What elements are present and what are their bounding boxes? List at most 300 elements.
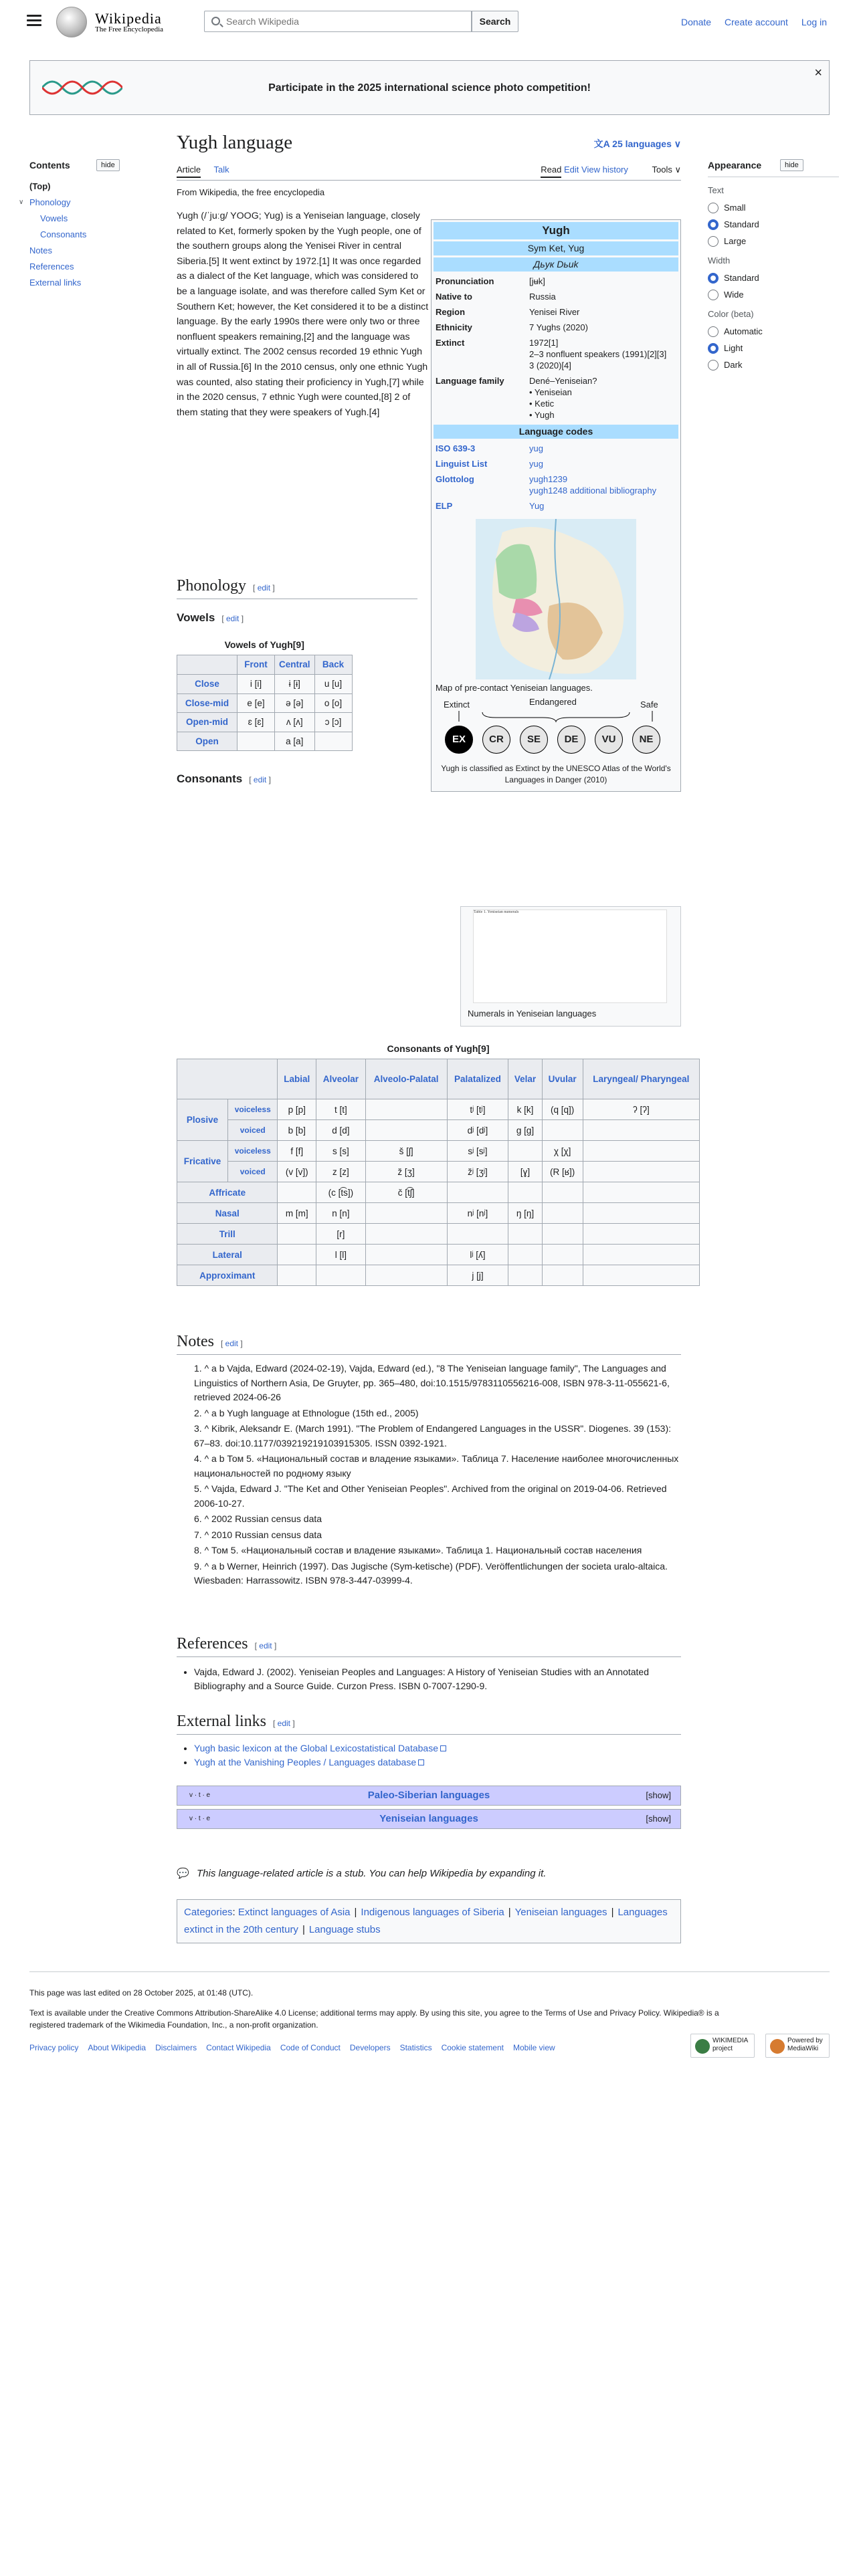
consonant-cell: č [t͡ʃ] <box>365 1182 447 1203</box>
consonant-cell <box>508 1265 542 1286</box>
consonant-row-header[interactable]: Plosive <box>177 1099 228 1141</box>
note-item[interactable] <box>194 1528 681 1543</box>
lead-paragraph: Yugh (/ˈjuːɡ/ YOOG; Yug) is a Yeniseian language, closely related to Ket, formerly spoken by the Yugh people, one of the southern groups along the Yenisei River in central Siberia.[5] It went extinct by 1972.[1] It was once regarded as a dialect of the Ket language, which was considered to be a language isolate, and was therefore called Sym Ket or Southern Ket; however, the Ket considered it to be a distinct language. By the early 1990s there were only two or three nonfluent speakers remaining,[2] and the language was virtually extinct. The 2002 census recorded 19 ethnic Yugh in all of Russia.[6] In the 2010 census, only one ethnic Yugh was counted, also stating their proficiency in Yugh,[7] while in the 2020 census, 7 ethnic Yugh were counted,[8] 2 of them stating that they were speakers of Yugh.[4] <box>177 211 429 418</box>
consonant-cell <box>542 1245 583 1265</box>
note-text: ^ Kibrik, Aleksandr E. (March 1991). "The Problem of Endangered Languages in the USSR". Diogenes. 39 (153): 67–83. doi:10.1177/039219219103915305. ISSN 0392-1921. <box>194 1423 672 1448</box>
note-text: ^ Том 5. «Национальный состав и владение языками». Таблица 1. Национальный состав населения <box>204 1545 642 1555</box>
infobox-key: Native to <box>436 292 472 302</box>
toc-item-notes[interactable]: Notes <box>29 245 52 256</box>
stub-notice <box>177 1866 681 1882</box>
radio-color-dark[interactable]: Dark <box>708 359 839 371</box>
consonant-cell: nʲ [nʲ] <box>447 1203 508 1224</box>
infobox-value[interactable]: 1972[1] 2–3 nonfluent speakers (1991)[2][3] 3 (2020)[4] <box>529 338 667 370</box>
consonant-column-header[interactable]: Alveolo-Palatal <box>365 1059 447 1099</box>
vowels-edit-link[interactable]: edit <box>226 614 240 623</box>
vowel-row-header[interactable]: Open-mid <box>177 713 237 732</box>
consonant-cell: [r] <box>316 1224 366 1245</box>
infobox-row <box>432 373 680 423</box>
external-link-vanishing[interactable]: Yugh at the Vanishing Peoples / Languages database <box>194 1757 417 1767</box>
category-separator: | <box>611 1907 614 1918</box>
toc-item-references[interactable]: References <box>29 261 74 272</box>
consonant-row-header[interactable]: Fricative <box>177 1141 228 1182</box>
page-tabs <box>177 162 681 181</box>
note-item[interactable] <box>194 1452 681 1481</box>
tab-article[interactable]: Article <box>177 165 201 178</box>
vowel-cell: e [e] <box>237 693 275 713</box>
note-item[interactable] <box>194 1560 681 1588</box>
consonant-cell: dʲ [dʲ] <box>447 1120 508 1141</box>
search-button[interactable]: Search <box>472 11 518 32</box>
consonant-cell <box>365 1120 447 1141</box>
vowel-row <box>177 674 353 693</box>
status-circle-vu[interactable]: VU <box>595 726 623 754</box>
notes-heading: Notes [ edit ] <box>177 1331 681 1355</box>
tab-read[interactable]: Read <box>541 165 561 178</box>
vowels-caption: Vowels of Yugh[9] <box>224 639 304 650</box>
consonant-cell <box>508 1224 542 1245</box>
color-label: Color (beta) <box>708 308 754 319</box>
references-edit-link[interactable]: edit <box>259 1641 272 1650</box>
vowel-cell: ə [ə] <box>275 693 315 713</box>
numerals-table-image <box>473 909 667 1003</box>
chevron-down-icon[interactable]: ∨ <box>19 199 24 207</box>
categories-box: Categories: Extinct languages of Asia | Indigenous languages of Siberia | Yeniseian languages | Languages extinct in the 20th century | Language stubs <box>177 1899 681 1943</box>
footer-link[interactable]: Disclaimers <box>155 2043 197 2052</box>
language-codes-heading: Language codes <box>434 425 678 439</box>
note-item[interactable] <box>194 1362 681 1405</box>
vowel-row-header[interactable]: Open <box>177 732 237 751</box>
infobox-key: Extinct <box>436 338 465 348</box>
consonant-cell <box>583 1203 699 1224</box>
consonant-cell: n [n] <box>316 1203 366 1224</box>
consonant-cell: (R [ʁ]) <box>542 1162 583 1182</box>
toc-title: Contents <box>29 160 70 171</box>
consonant-cell: lʲ [ʎ] <box>447 1245 508 1265</box>
status-safe-label: Safe <box>640 700 658 710</box>
toc-item-consonants[interactable]: Consonants <box>40 229 87 240</box>
main-menu-icon[interactable] <box>27 15 41 27</box>
navbox-paleo-siberian <box>177 1786 681 1806</box>
infobox-title: Yugh <box>434 222 678 239</box>
external-link-lexicon[interactable]: Yugh basic lexicon at the Global Lexicostatistical Database <box>194 1743 438 1753</box>
toc-item-external-links[interactable]: External links <box>29 278 82 288</box>
consonant-cell: tʲ [tʲ] <box>447 1099 508 1120</box>
vowel-column-header[interactable]: Back <box>314 655 352 675</box>
consonant-cell <box>365 1203 447 1224</box>
toc-hide-button[interactable]: hide <box>96 159 120 171</box>
endangerment-scale <box>436 699 676 763</box>
consonant-column-header[interactable]: Alveolar <box>316 1059 366 1099</box>
appearance-title: Appearance <box>708 158 839 177</box>
navbox-vte-links[interactable]: v · t · e <box>189 1815 211 1822</box>
status-circle-ex[interactable]: EX <box>445 726 473 754</box>
category-link[interactable]: Yeniseian languages <box>514 1907 607 1918</box>
code-key[interactable]: Glottolog <box>436 474 474 484</box>
mediawiki-badge[interactable]: Powered by MediaWiki <box>765 2034 830 2058</box>
code-key[interactable]: Linguist List <box>436 459 488 469</box>
radio-text-large[interactable]: Large <box>708 235 839 247</box>
consonant-cell: š [ʃ] <box>365 1141 447 1162</box>
external-links-heading: External links [ edit ] <box>177 1711 681 1735</box>
toc-item-vowels[interactable]: Vowels <box>40 213 68 224</box>
languages-button[interactable]: 文A 25 languages ∨ <box>593 138 681 149</box>
consonant-cell: ž [ʒ] <box>365 1162 447 1182</box>
vowels-header-row <box>177 655 353 675</box>
donate-link[interactable]: Donate <box>680 17 712 27</box>
consonant-cell <box>583 1162 699 1182</box>
consonant-subheader: voiceless <box>228 1141 278 1162</box>
code-key[interactable]: ELP <box>436 501 453 511</box>
consonant-cell <box>583 1245 699 1265</box>
note-number: 9. <box>194 1560 205 1572</box>
note-item[interactable] <box>194 1543 681 1558</box>
consonant-row-header[interactable]: Lateral <box>177 1245 278 1265</box>
last-edited: This page was last edited on 28 October 2025, at 01:48 (UTC). <box>29 1988 254 1998</box>
consonant-row <box>177 1203 700 1224</box>
consonant-row-header[interactable]: Trill <box>177 1224 278 1245</box>
vowel-row-header[interactable]: Close <box>177 674 237 693</box>
vowel-column-header[interactable]: Front <box>237 655 275 675</box>
consonant-cell <box>447 1182 508 1203</box>
notes-edit-link[interactable]: edit <box>225 1339 239 1348</box>
footer-link[interactable]: Code of Conduct <box>280 2043 341 2052</box>
category-separator: | <box>354 1907 357 1918</box>
phonology-section <box>177 575 417 788</box>
status-endangered-label: Endangered <box>529 697 577 707</box>
category-separator: | <box>508 1907 511 1918</box>
text-size-label: Text <box>708 185 724 196</box>
vowel-row <box>177 693 353 713</box>
consonant-subheader: voiceless <box>228 1099 278 1120</box>
consonant-cell <box>447 1224 508 1245</box>
status-extinct-label: Extinct <box>444 700 470 710</box>
consonant-cell: g [g] <box>508 1120 542 1141</box>
table-of-contents <box>19 158 150 293</box>
vowel-cell <box>237 732 275 751</box>
map-caption: Map of pre-contact Yeniseian languages. <box>436 683 593 693</box>
site-header <box>0 0 859 44</box>
footer-link[interactable]: About Wikipedia <box>88 2043 147 2052</box>
categories-label[interactable]: Categories <box>184 1907 233 1918</box>
consonant-row <box>177 1162 700 1182</box>
consonant-cell <box>508 1141 542 1162</box>
consonant-column-header[interactable]: Palatalized <box>447 1059 508 1099</box>
consonant-cell <box>583 1182 699 1203</box>
external-links-edit-link[interactable]: edit <box>277 1719 290 1728</box>
vowel-cell <box>314 732 352 751</box>
status-caption: Yugh is classified as Extinct by the UNESCO Atlas of the World's Languages in Danger (2010) <box>441 764 671 784</box>
consonant-column-header[interactable]: Velar <box>508 1059 542 1099</box>
footer-link[interactable]: Contact Wikipedia <box>206 2043 271 2052</box>
infobox-value[interactable]: Russia <box>529 292 556 302</box>
code-row <box>432 456 680 471</box>
consonant-cell <box>278 1245 316 1265</box>
wikipedia-wordmark[interactable]: Wikipedia <box>95 10 162 27</box>
note-number: 1. <box>194 1363 205 1374</box>
consonants-header-row <box>177 1059 700 1099</box>
vowel-cell: ɨ [ɨ] <box>275 674 315 693</box>
consonant-column-header[interactable]: Uvular <box>542 1059 583 1099</box>
yeniseian-map[interactable] <box>476 519 636 679</box>
navbox-vte-links[interactable]: v · t · e <box>189 1792 211 1799</box>
banner-text[interactable]: Participate in the 2025 international science photo competition! <box>268 82 591 94</box>
consonants-table <box>177 1039 700 1286</box>
appearance-hide-button[interactable]: hide <box>780 159 803 171</box>
radio-color-automatic[interactable]: Automatic <box>708 326 839 338</box>
tab-view-history[interactable]: View history <box>581 165 628 175</box>
footer-link[interactable]: Statistics <box>399 2043 432 2052</box>
status-circle-ne[interactable]: NE <box>632 726 660 754</box>
status-circle-de[interactable]: DE <box>557 726 585 754</box>
wikimedia-badge[interactable]: WIKIMEDIA project <box>690 2034 755 2058</box>
code-row <box>432 498 680 514</box>
navbox-show-button[interactable]: [show] <box>646 1790 671 1800</box>
consonant-cell: (c [t͡s]) <box>316 1182 366 1203</box>
consonant-row <box>177 1099 700 1120</box>
infobox-key: Ethnicity <box>436 322 472 332</box>
consonant-cell: žʲ [ʒʲ] <box>447 1162 508 1182</box>
search-icon <box>211 17 220 25</box>
toc-item-phonology[interactable]: Phonology <box>29 197 71 208</box>
tab-edit[interactable]: Edit <box>564 165 579 175</box>
consonant-cell <box>365 1099 447 1120</box>
code-value[interactable]: yug <box>529 443 543 453</box>
corner-cell <box>177 1059 278 1099</box>
vowel-row-header[interactable]: Close-mid <box>177 693 237 713</box>
navbox-title[interactable]: Yeniseian languages <box>379 1813 478 1824</box>
code-value[interactable]: yug <box>529 459 543 469</box>
category-link[interactable]: Indigenous languages of Siberia <box>361 1907 504 1918</box>
consonant-row <box>177 1265 700 1286</box>
log-in-link[interactable]: Log in <box>801 17 827 27</box>
category-link[interactable]: Extinct languages of Asia <box>237 1907 351 1918</box>
note-item[interactable] <box>194 1406 681 1421</box>
consonant-cell <box>278 1265 316 1286</box>
note-item[interactable] <box>194 1512 681 1527</box>
consonant-cell <box>365 1245 447 1265</box>
vowel-cell: u [u] <box>314 674 352 693</box>
note-number: 7. <box>194 1529 205 1540</box>
footer-link[interactable]: Mobile view <box>512 2043 555 2052</box>
infobox-key: Pronunciation <box>436 276 494 286</box>
tab-talk[interactable]: Talk <box>213 165 229 175</box>
category-separator: | <box>302 1924 305 1935</box>
infobox-row <box>432 289 680 304</box>
status-circle-cr[interactable]: CR <box>482 726 510 754</box>
infobox-value[interactable]: [jʉk] <box>529 276 545 286</box>
wikipedia-globe-logo[interactable] <box>56 7 87 37</box>
code-value[interactable]: yugh1239 yugh1248 additional bibliography <box>529 474 657 496</box>
consonant-row <box>177 1245 700 1265</box>
note-text: ^ a b Yugh language at Ethnologue (15th ed., 2005) <box>204 1407 419 1418</box>
references-section <box>177 1633 681 1693</box>
vowel-cell: ɛ [ɛ] <box>237 713 275 732</box>
consonant-cell: j [j] <box>447 1265 508 1286</box>
reference-item[interactable]: • Vajda, Edward J. (2002). Yeniseian Peoples and Languages: A History of Yeniseian Studies with an Annotated Bibliography and a Source Guide. Curzon Press. ISBN 0-7007-1290-9. <box>194 1665 681 1693</box>
consonants-heading: Consonants [ edit ] <box>177 772 271 786</box>
corner-cell <box>177 655 237 675</box>
consonant-cell: z [z] <box>316 1162 366 1182</box>
search-input[interactable] <box>226 14 467 29</box>
infobox-key: Language family <box>436 376 504 386</box>
consonant-cell <box>583 1141 699 1162</box>
consonant-cell <box>542 1120 583 1141</box>
code-value[interactable]: Yug <box>529 501 545 511</box>
note-number: 6. <box>194 1513 205 1524</box>
infobox-native-name: Дьук Dьuk <box>434 257 678 272</box>
radio-text-standard[interactable]: Standard <box>708 219 839 231</box>
wikipedia-tagline: The Free Encyclopedia <box>95 25 164 33</box>
vowels-heading: Vowels [ edit ] <box>177 611 244 624</box>
footer-link[interactable]: Developers <box>349 2043 391 2052</box>
consonant-cell: p [p] <box>278 1099 316 1120</box>
consonant-cell: s [s] <box>316 1141 366 1162</box>
references-heading: References [ edit ] <box>177 1633 681 1657</box>
vowel-cell: ʌ [ʌ] <box>275 713 315 732</box>
consonant-cell: f [f] <box>278 1141 316 1162</box>
code-row <box>432 441 680 456</box>
from-wikipedia: From Wikipedia, the free encyclopedia <box>177 187 325 197</box>
infobox-row <box>432 274 680 289</box>
infobox-value[interactable]: Dené–Yeniseian? • Yeniseian • Ketic • Yugh <box>529 376 597 420</box>
consonant-cell: (q [q]) <box>542 1099 583 1120</box>
consonant-cell: sʲ [sʲ] <box>447 1141 508 1162</box>
consonant-cell <box>583 1265 699 1286</box>
license-text: Text is available under the Creative Commons Attribution-ShareAlike 4.0 License; additional terms may apply. By using this site, you agree to the Terms of Use and Privacy Policy. Wikipedia® is a registered trademark of the Wikimedia Foundation, Inc., a non-profit organization. <box>29 2008 719 2030</box>
consonants-caption: Consonants of Yugh[9] <box>387 1043 490 1054</box>
note-text: ^ 2010 Russian census data <box>204 1529 322 1540</box>
consonant-cell <box>583 1224 699 1245</box>
note-number: 4. <box>194 1453 205 1464</box>
consonant-row <box>177 1182 700 1203</box>
consonant-cell <box>278 1182 316 1203</box>
radio-width-wide[interactable]: Wide <box>708 289 839 301</box>
status-bracket <box>436 710 678 723</box>
code-row <box>432 471 680 498</box>
consonant-column-header[interactable]: Labial <box>278 1059 316 1099</box>
category-link[interactable]: Languages extinct in the 20th century <box>184 1907 668 1935</box>
infobox-row <box>432 335 680 373</box>
search-box <box>204 11 472 32</box>
note-number: 2. <box>194 1407 205 1418</box>
note-item[interactable] <box>194 1482 681 1511</box>
external-links-section <box>177 1711 681 1769</box>
navbox-title[interactable]: Paleo-Siberian languages <box>367 1790 490 1801</box>
radio-color-light[interactable]: Light <box>708 342 839 354</box>
consonant-row <box>177 1120 700 1141</box>
note-number: 3. <box>194 1423 205 1434</box>
consonant-cell <box>365 1224 447 1245</box>
phonology-edit-link[interactable]: edit <box>257 583 271 593</box>
vowels-table <box>177 635 353 751</box>
campaign-banner <box>29 60 830 115</box>
toc-item-top[interactable]: (Top) <box>29 181 51 192</box>
navbox-show-button[interactable]: [show] <box>646 1814 671 1824</box>
external-link-icon <box>418 1759 424 1765</box>
infobox-value[interactable]: Yenisei River <box>529 307 580 317</box>
consonant-cell <box>508 1245 542 1265</box>
consonant-cell: d [d] <box>316 1120 366 1141</box>
phonology-heading: Phonology [ edit ] <box>177 575 417 599</box>
consonant-cell <box>542 1182 583 1203</box>
numerals-table-title: Table 1. Yeniseian numerals <box>474 910 519 914</box>
speech-bubbles-icon: 💬 <box>177 1868 189 1879</box>
stub-text: This language-related article is a stub. You can help Wikipedia by expanding it. <box>197 1868 547 1879</box>
notes-section <box>177 1331 681 1590</box>
footer-link[interactable]: Cookie statement <box>441 2043 504 2052</box>
create-account-link[interactable]: Create account <box>725 17 788 27</box>
consonant-cell <box>542 1224 583 1245</box>
code-key[interactable]: ISO 639-3 <box>436 443 476 453</box>
consonant-cell <box>508 1182 542 1203</box>
footer <box>29 1971 830 2052</box>
consonant-subheader: voiced <box>228 1162 278 1182</box>
footer-links <box>29 2042 565 2054</box>
note-text: ^ Vajda, Edward J. "The Ket and Other Yeniseian Peoples". Archived from the original on 2019-04-06. Retrieved 2006-10-27. <box>194 1483 667 1509</box>
numerals-figure[interactable] <box>460 906 681 1027</box>
page-title: Yugh language <box>177 132 293 153</box>
consonant-cell <box>542 1265 583 1286</box>
consonant-cell: χ [χ] <box>542 1141 583 1162</box>
footer-link[interactable]: Privacy policy <box>29 2043 79 2052</box>
infobox-alt-name: Sym Ket, Yug <box>434 241 678 255</box>
vowel-row <box>177 713 353 732</box>
infobox-row <box>432 304 680 320</box>
external-link-icon <box>440 1745 446 1751</box>
consonant-cell: m [m] <box>278 1203 316 1224</box>
banner-close-icon[interactable]: × <box>814 66 822 80</box>
consonant-column-header[interactable]: Laryngeal/ Pharyngeal <box>583 1059 699 1099</box>
appearance-panel <box>708 158 839 376</box>
consonant-cell: b [b] <box>278 1120 316 1141</box>
status-circle-se[interactable]: SE <box>520 726 548 754</box>
consonant-row-header[interactable]: Approximant <box>177 1265 278 1286</box>
consonant-row-header[interactable]: Affricate <box>177 1182 278 1203</box>
consonant-cell <box>316 1265 366 1286</box>
infobox-row <box>432 320 680 335</box>
vowel-cell: ɔ [ɔ] <box>314 713 352 732</box>
radio-width-standard[interactable]: Standard <box>708 272 839 284</box>
vowel-cell: a [a] <box>275 732 315 751</box>
infobox-value[interactable]: 7 Yughs (2020) <box>529 322 588 332</box>
consonant-cell <box>278 1224 316 1245</box>
consonant-row-header[interactable]: Nasal <box>177 1203 278 1224</box>
consonant-cell: ŋ [ŋ] <box>508 1203 542 1224</box>
infobox <box>431 219 681 792</box>
vowel-row <box>177 732 353 751</box>
consonant-row <box>177 1224 700 1245</box>
note-number: 8. <box>194 1545 205 1555</box>
tab-tools[interactable]: Tools ∨ <box>652 165 681 175</box>
width-label: Width <box>708 255 731 266</box>
consonant-cell: ʔ [ʔ] <box>583 1099 699 1120</box>
consonant-cell: (v [v]) <box>278 1162 316 1182</box>
consonants-edit-link[interactable]: edit <box>253 775 267 785</box>
numerals-caption: Numerals in Yeniseian languages <box>468 1008 597 1018</box>
note-text: ^ 2002 Russian census data <box>204 1513 322 1524</box>
translate-icon: 文A <box>593 138 613 149</box>
vowel-cell: o [o] <box>314 693 352 713</box>
consonant-cell: l [l] <box>316 1245 366 1265</box>
vowel-column-header[interactable]: Central <box>275 655 315 675</box>
note-item[interactable] <box>194 1422 681 1451</box>
consonant-cell <box>365 1265 447 1286</box>
note-number: 5. <box>194 1483 205 1494</box>
radio-text-small[interactable]: Small <box>708 202 839 214</box>
consonant-cell: k [k] <box>508 1099 542 1120</box>
category-link[interactable]: Language stubs <box>308 1924 381 1935</box>
navbox-yeniseian <box>177 1809 681 1829</box>
